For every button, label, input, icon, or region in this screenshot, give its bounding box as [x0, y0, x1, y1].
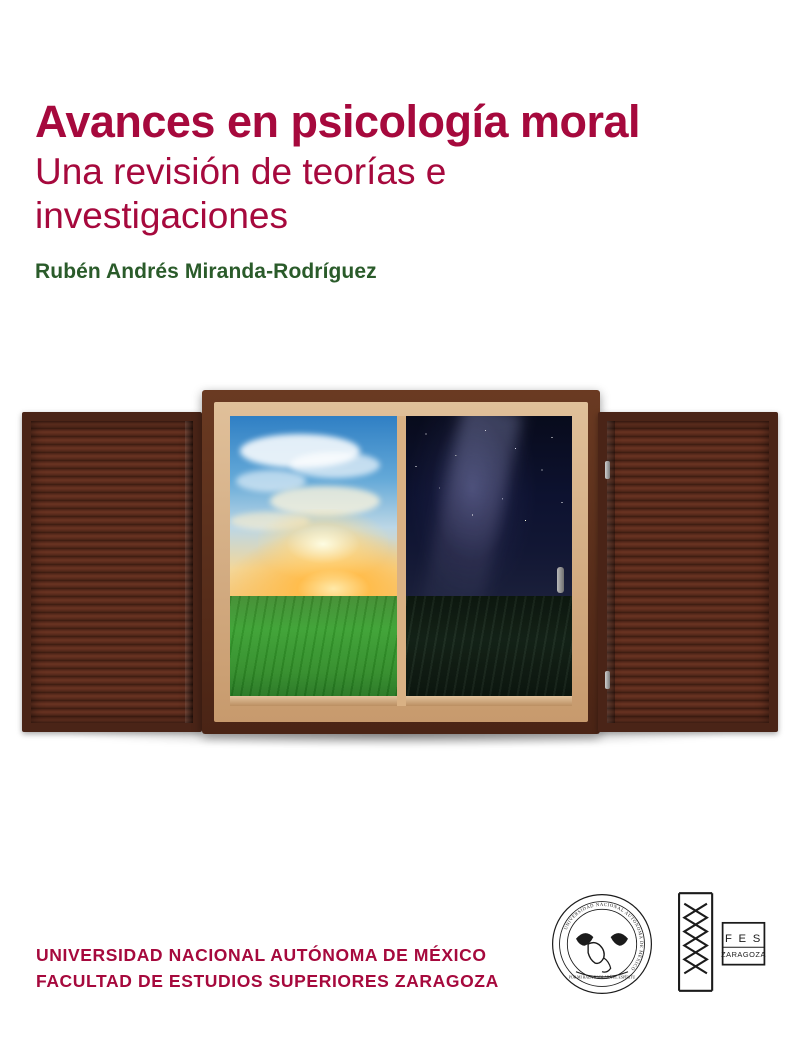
cover-footer: [0, 832, 800, 1042]
window-glass: [230, 416, 572, 706]
logo-group: [550, 888, 768, 996]
subtitle-line-1: Una revisión de teorías e: [35, 150, 447, 192]
author-name: Rubén Andrés Miranda-Rodríguez: [35, 260, 377, 284]
night-pane: [397, 416, 573, 706]
day-sash-bottom: [230, 696, 397, 706]
day-sky: [230, 416, 397, 596]
institution-line-2: FACULTAD DE ESTUDIOS SUPERIORES ZARAGOZA: [36, 970, 499, 991]
window-frame: [202, 390, 600, 734]
left-shutter-edge: [185, 421, 193, 723]
hinge-icon: [605, 671, 610, 689]
title-block: [35, 98, 765, 284]
institution-block: [36, 943, 499, 994]
right-shutter: [598, 412, 778, 732]
zaragoza-label: ZARAGOZA: [721, 949, 766, 959]
subtitle-line-2: investigaciones: [35, 195, 288, 237]
day-field: [230, 596, 397, 706]
fes-zaragoza-logo-icon: [672, 888, 768, 996]
page-title: Avances en psicología moral: [35, 96, 641, 147]
cover-illustration: [18, 390, 782, 765]
institution-line-1: UNIVERSIDAD NACIONAL AUTÓNOMA DE MÉXICO: [36, 945, 487, 966]
hinge-icon: [605, 461, 610, 479]
svg-text:POR MI RAZA HABLARÁ EL ESPÍRIT: POR MI RAZA HABLARÁ EL ESPÍRITU: [568, 975, 636, 980]
window-sash: [214, 402, 588, 722]
day-pane: [230, 416, 397, 706]
window-handle: [557, 567, 564, 593]
left-shutter: [22, 412, 202, 732]
stars-icon: [406, 416, 573, 596]
fes-label: F E S: [725, 933, 763, 945]
cloud-icon: [290, 452, 380, 478]
night-field: [406, 596, 573, 706]
night-sash-bottom: [406, 696, 573, 706]
unam-seal-icon: [550, 892, 654, 996]
sun-icon: [258, 509, 388, 579]
svg-text:UNIVERSIDAD NACIONAL AUTÓNOMA: UNIVERSIDAD NACIONAL AUTÓNOMA DE MÉXICO: [563, 902, 644, 972]
